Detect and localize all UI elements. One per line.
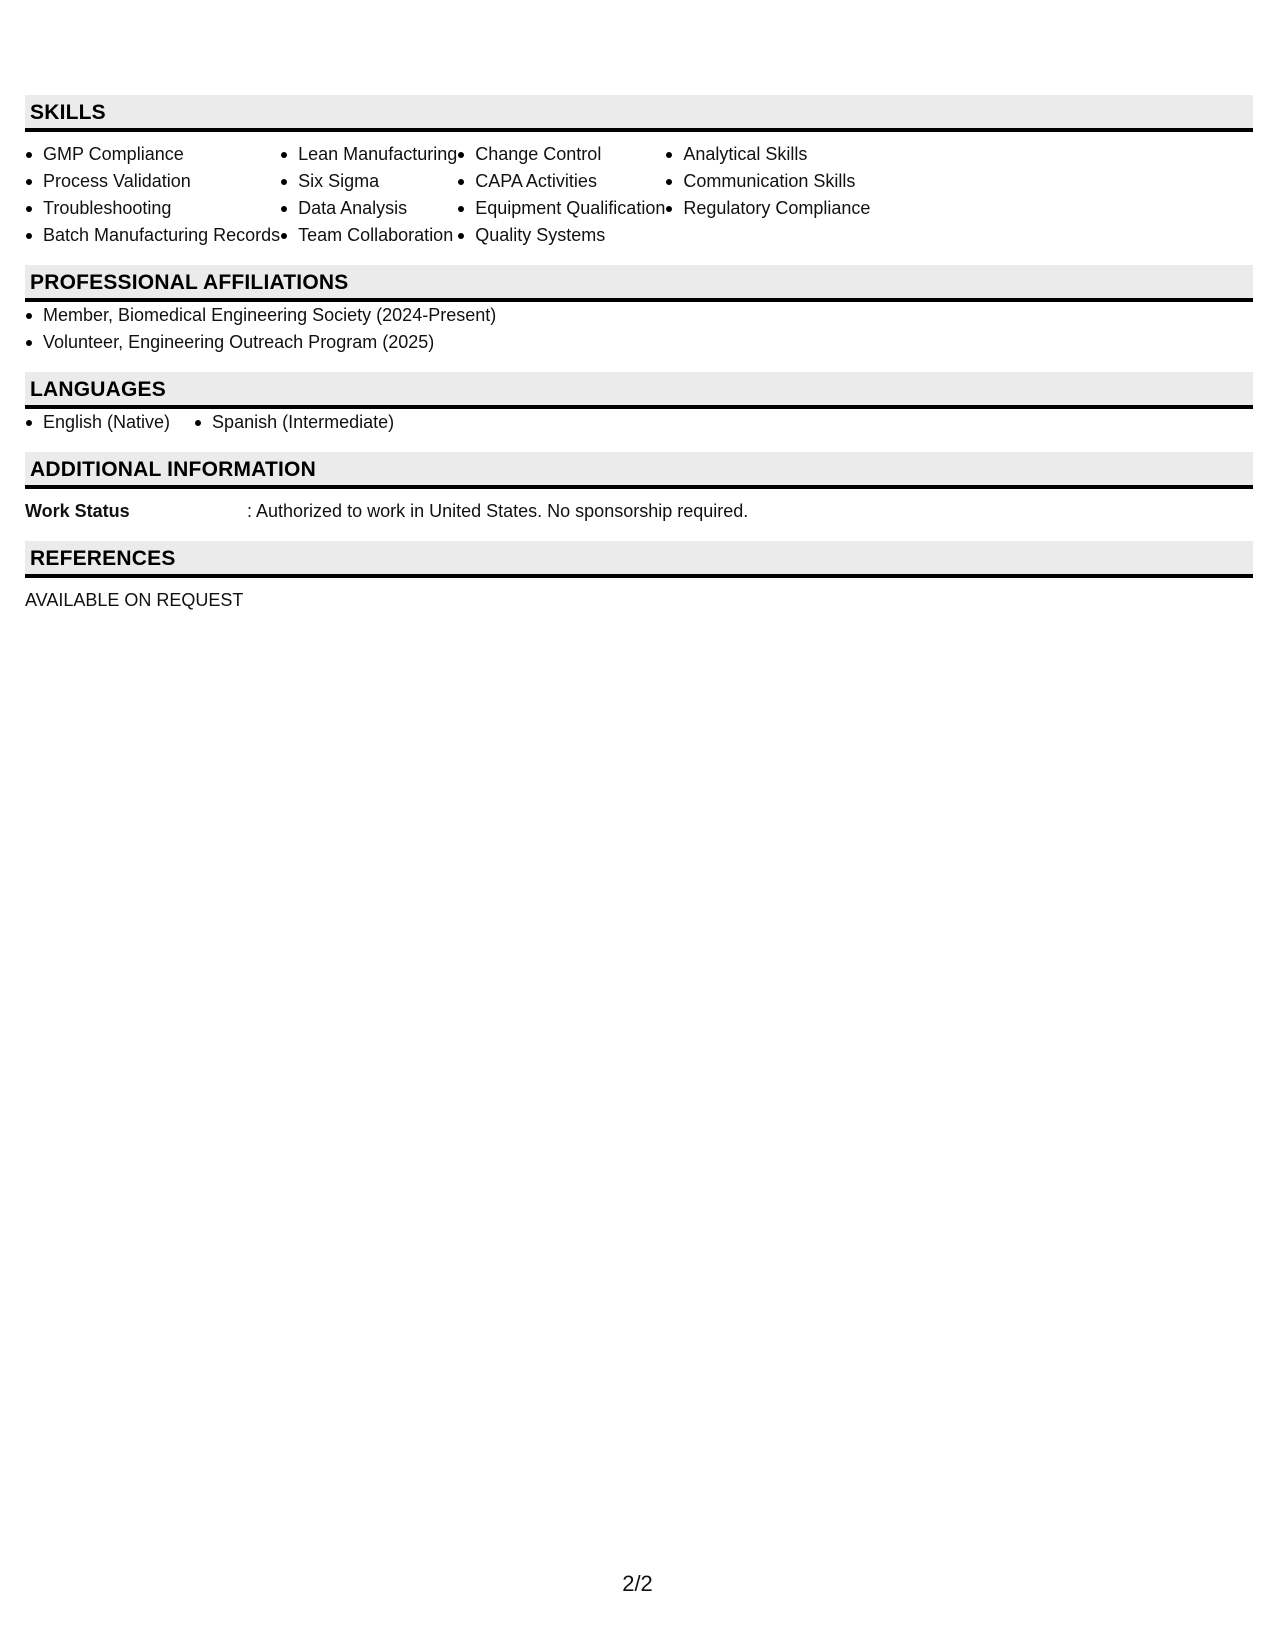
- skill-item: Team Collaboration: [280, 222, 457, 249]
- skill-item: Analytical Skills: [665, 141, 870, 168]
- affiliation-item: Volunteer, Engineering Outreach Program (2025): [25, 329, 1253, 356]
- skills-heading: SKILLS: [25, 95, 1253, 132]
- skill-item: Troubleshooting: [25, 195, 280, 222]
- skills-column-4: [665, 141, 870, 249]
- resume-page: [25, 95, 1253, 630]
- page-number: 2/2: [622, 1571, 653, 1596]
- skill-item: Batch Manufacturing Records: [25, 222, 280, 249]
- skill-item: Change Control: [457, 141, 665, 168]
- references-heading: REFERENCES: [25, 541, 1253, 578]
- affiliation-item: Member, Biomedical Engineering Society (2024-Present): [25, 302, 1253, 329]
- info-value: : Authorized to work in United States. No sponsorship required.: [247, 501, 749, 521]
- references-text: AVAILABLE ON REQUEST: [25, 590, 244, 610]
- skills-section: [25, 95, 1253, 249]
- skills-column-1: [25, 141, 280, 249]
- language-item: Spanish (Intermediate): [194, 409, 394, 436]
- language-item: English (Native): [25, 409, 170, 436]
- skill-item: Regulatory Compliance: [665, 195, 870, 222]
- skill-item: CAPA Activities: [457, 168, 665, 195]
- skills-grid: [25, 132, 1253, 249]
- additional-info-section: [25, 452, 1253, 525]
- skill-item: GMP Compliance: [25, 141, 280, 168]
- skill-item: Six Sigma: [280, 168, 457, 195]
- additional-info-heading: ADDITIONAL INFORMATION: [25, 452, 1253, 489]
- languages-heading: LANGUAGES: [25, 372, 1253, 409]
- affiliations-list: [25, 302, 1253, 356]
- references-section: [25, 541, 1253, 614]
- skills-column-3: [457, 141, 665, 249]
- skill-item: Equipment Qualification: [457, 195, 665, 222]
- info-key: Work Status: [25, 501, 130, 521]
- skill-item: Data Analysis: [280, 195, 457, 222]
- skill-item: Quality Systems: [457, 222, 665, 249]
- skill-item: Process Validation: [25, 168, 280, 195]
- languages-section: [25, 372, 1253, 436]
- skills-column-2: [280, 141, 457, 249]
- skill-item: Communication Skills: [665, 168, 870, 195]
- affiliations-section: [25, 265, 1253, 356]
- affiliations-heading: PROFESSIONAL AFFILIATIONS: [25, 265, 1253, 302]
- languages-list: [25, 409, 1253, 436]
- info-row: [25, 489, 1253, 525]
- skill-item: Lean Manufacturing: [280, 141, 457, 168]
